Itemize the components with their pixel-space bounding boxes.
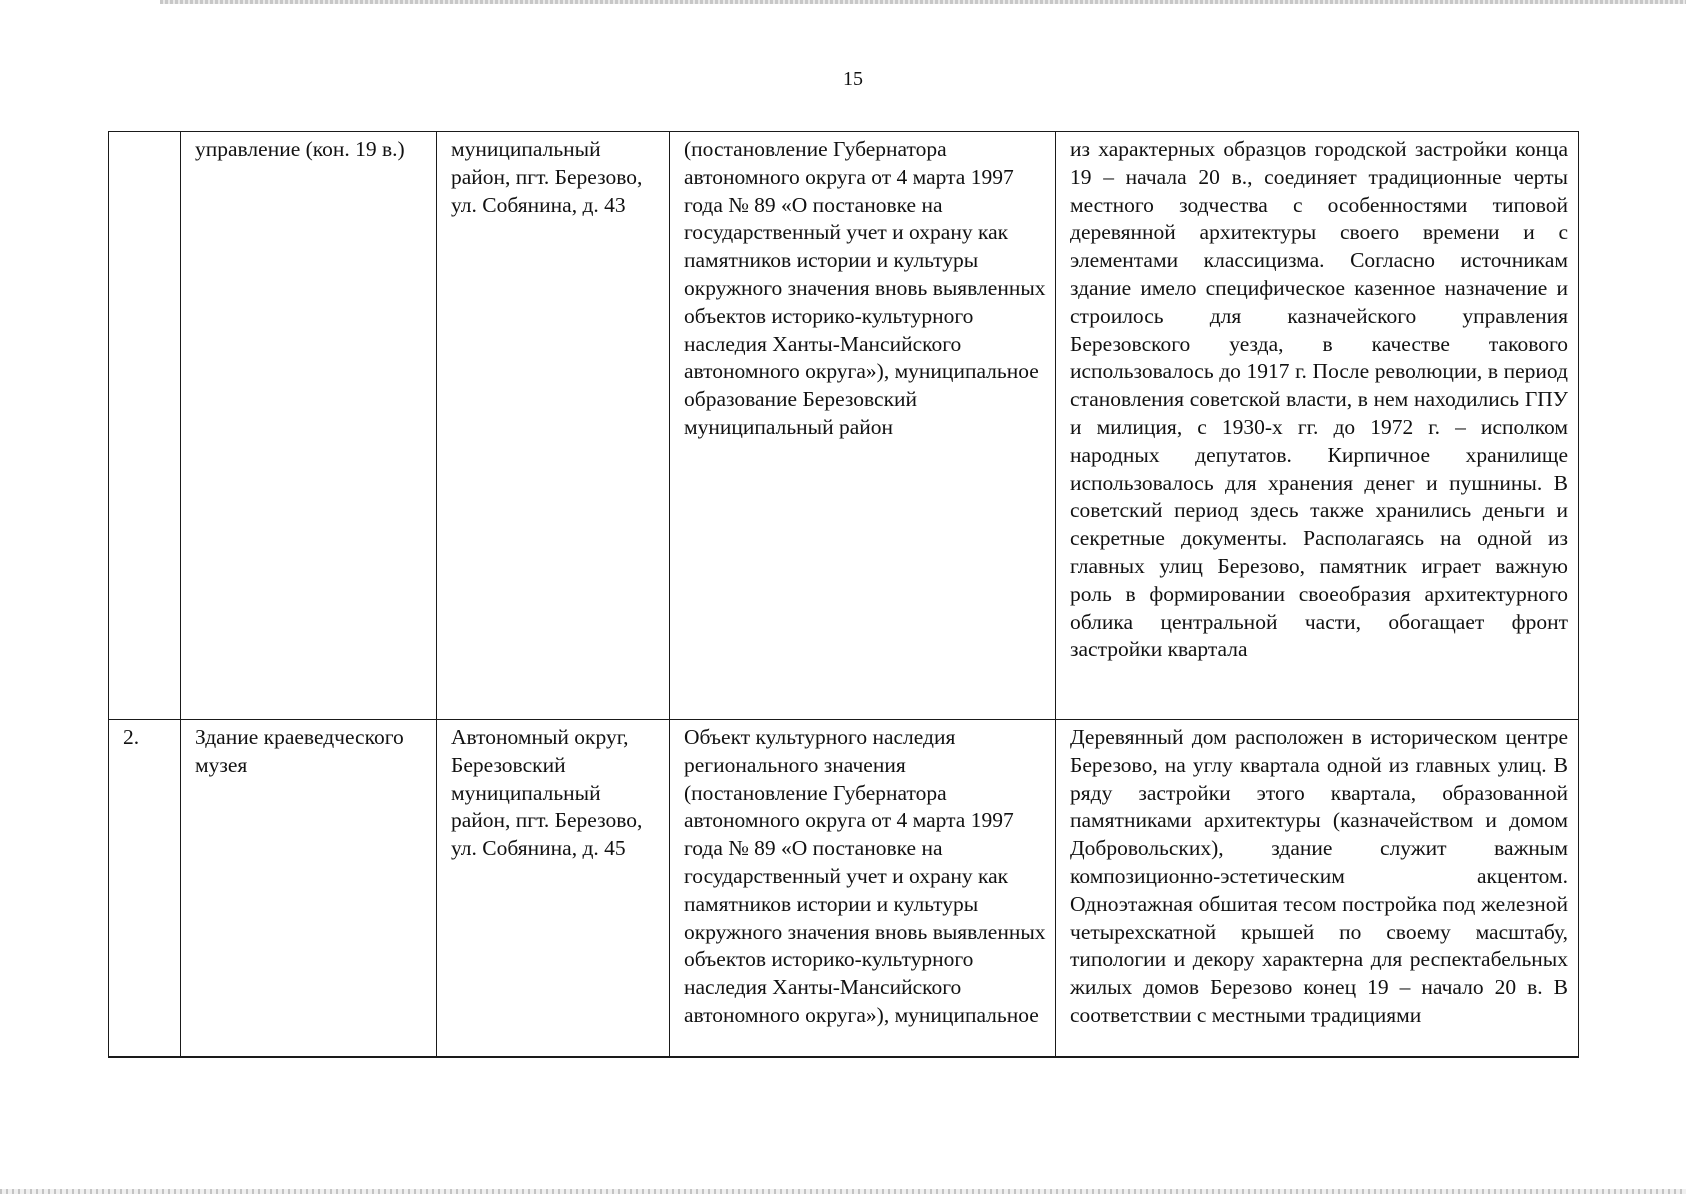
row-number-cell: 2. [109, 720, 181, 1058]
object-name-cell: Здание краеведческого музея [181, 720, 437, 1058]
table-row [109, 720, 1579, 1058]
address-cell: Автономный округ, Березовский муниципальный район, пгт. Березово, ул. Собянина, д. 45 [437, 720, 670, 1058]
scan-edge-top [160, 0, 1686, 4]
page-number: 15 [843, 68, 863, 90]
scan-edge-bottom [0, 1189, 1686, 1194]
description-cell: Деревянный дом расположен в историческом центре Березово, на углу квартала одной из главных улиц. В ряду застройки этого квартала, образованной памятниками архитектуры (казначейством и домом Добровольских), здание служит важным композиционно-эстетическим акцентом. Одноэтажная обшитая тесом постройка под железной четырехскатной крышей по своему масштабу, типологии и декору характерна для респектабельных жилых домов Березово конец 19 – начало 20 в. В соответствии с местными традициями [1056, 720, 1579, 1058]
table-row [109, 132, 1579, 720]
description-cell: из характерных образцов городской застройки конца 19 – начала 20 в., соединяет традиционные черты местного зодчества с особенностями типовой деревянной архитектуры своего времени и с элементами классицизма. Согласно источникам здание имело специфическое казенное назначение и строилось для казначейского управления Березовского уезда, в качестве такового использовалось до 1917 г. После революции, в период становления советской власти, в нем находились ГПУ и милиция, с 1930-х гг. до 1972 г. – исполком народных депутатов. Кирпичное хранилище использовалось для хранения денег и пушнины. В советский период здесь также хранились деньги и секретные документы. Располагаясь на одной из главных улиц Березово, памятник играет важную роль в формировании своеобразия архитектурного облика центральной части, обогащает фронт застройки квартала [1056, 132, 1579, 720]
address-cell: муниципальный район, пгт. Березово, ул. Собянина, д. 43 [437, 132, 670, 720]
status-cell: (постановление Губернатора автономного округа от 4 марта 1997 года № 89 «О постановке на государственный учет и охрану как памятников истории и культуры окружного значения вновь выявленных объектов историко-культурного наследия Ханты-Мансийского автономного округа»), муниципальное образование Березовский муниципальный район [670, 132, 1056, 720]
heritage-register-table [108, 131, 1579, 1058]
status-cell: Объект культурного наследия регионального значения (постановление Губернатора автономного округа от 4 марта 1997 года № 89 «О постановке на государственный учет и охрану как памятников истории и культуры окружного значения вновь выявленных объектов историко-культурного наследия Ханты-Мансийского автономного округа»), муниципальное [670, 720, 1056, 1058]
row-number-cell [109, 132, 181, 720]
object-name-cell: управление (кон. 19 в.) [181, 132, 437, 720]
